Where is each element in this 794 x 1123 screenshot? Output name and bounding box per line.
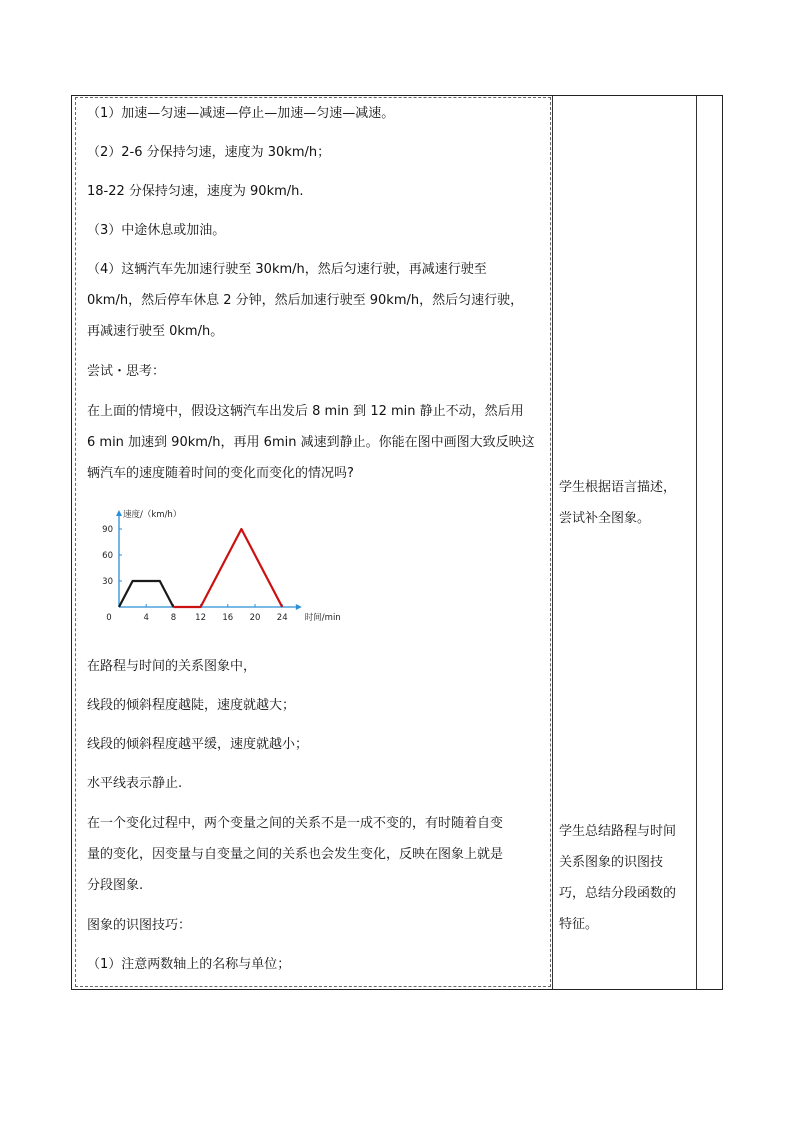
x-tick-label: 4: [143, 613, 149, 623]
x-tick-label: 16: [222, 613, 234, 623]
text-line: （4）这辆汽车先加速行驶至 30km/h，然后匀速行驶，再减速行驶至: [87, 262, 487, 277]
text-line: 图象的识图技巧：: [87, 918, 192, 933]
y-axis-label: 速度/（km/h）: [123, 510, 182, 520]
column-divider: [552, 96, 553, 989]
side-note: 关系图象的识图技: [559, 855, 664, 870]
side-note: 学生总结路程与时间: [559, 824, 677, 839]
side-note: 巧，总结分段函数的: [559, 886, 677, 901]
text-line: 在路程与时间的关系图象中，: [87, 659, 257, 674]
x-tick-label: 24: [276, 613, 288, 623]
side-note: 尝试补全图象。: [559, 511, 651, 526]
text-line: 6 min 加速到 90km/h，再用 6min 减速到静止。你能在图中画图大致反映这: [87, 435, 535, 450]
x-axis-arrow: [296, 604, 302, 610]
text-line: 18-22 分保持匀速，速度为 90km/h.: [87, 184, 304, 199]
text-line: 在上面的情境中，假设这辆汽车出发后 8 min 到 12 min 静止不动，然后用: [87, 404, 524, 419]
text-line: （1）加速—匀速—减速—停止—加速—匀速—减速。: [87, 106, 395, 121]
text-line: 0km/h，然后停车休息 2 分钟，然后加速行驶至 90km/h，然后匀速行驶，: [87, 293, 524, 308]
text-line: 分段图象.: [87, 878, 144, 893]
side-note: 特征。: [559, 917, 599, 932]
x-axis-label: 时间/min: [304, 613, 341, 623]
text-line: 量的变化，因变量与自变量之间的关系也会发生变化，反映在图象上就是: [87, 847, 504, 862]
text-line: （1）注意两数轴上的名称与单位；: [87, 957, 291, 972]
text-line: 线段的倾斜程度越陡，速度就越大；: [87, 698, 296, 713]
text-line: （2）2-6 分保持匀速，速度为 30km/h；: [87, 145, 331, 160]
column-divider: [696, 96, 697, 989]
speed-time-chart: [95, 507, 355, 627]
side-note: 学生根据语言描述，: [559, 480, 677, 495]
y-tick-label: 60: [102, 551, 113, 561]
y-tick-label: 90: [102, 525, 113, 535]
text-line: 辆汽车的速度随着时间的变化而变化的情况吗?: [87, 466, 354, 481]
y-tick-label: 30: [102, 577, 113, 587]
x-tick-label: 0: [106, 613, 112, 623]
text-line: （3）中途休息或加油。: [87, 223, 226, 238]
x-tick-label: 8: [170, 613, 177, 623]
x-tick-label: 20: [249, 613, 261, 623]
text-line: 线段的倾斜程度越平缓，速度就越小；: [87, 737, 309, 752]
text-line: 尝试・思考：: [87, 364, 166, 379]
x-tick-label: 12: [195, 613, 207, 623]
series-line: [173, 529, 282, 607]
text-line: 水平线表示静止.: [87, 776, 183, 791]
text-line: 在一个变化过程中，两个变量之间的关系不是一成不变的，有时随着自变: [87, 816, 504, 831]
y-axis-arrow: [116, 510, 122, 516]
text-line: 再减速行驶至 0km/h。: [87, 324, 224, 339]
series-line: [119, 581, 173, 607]
